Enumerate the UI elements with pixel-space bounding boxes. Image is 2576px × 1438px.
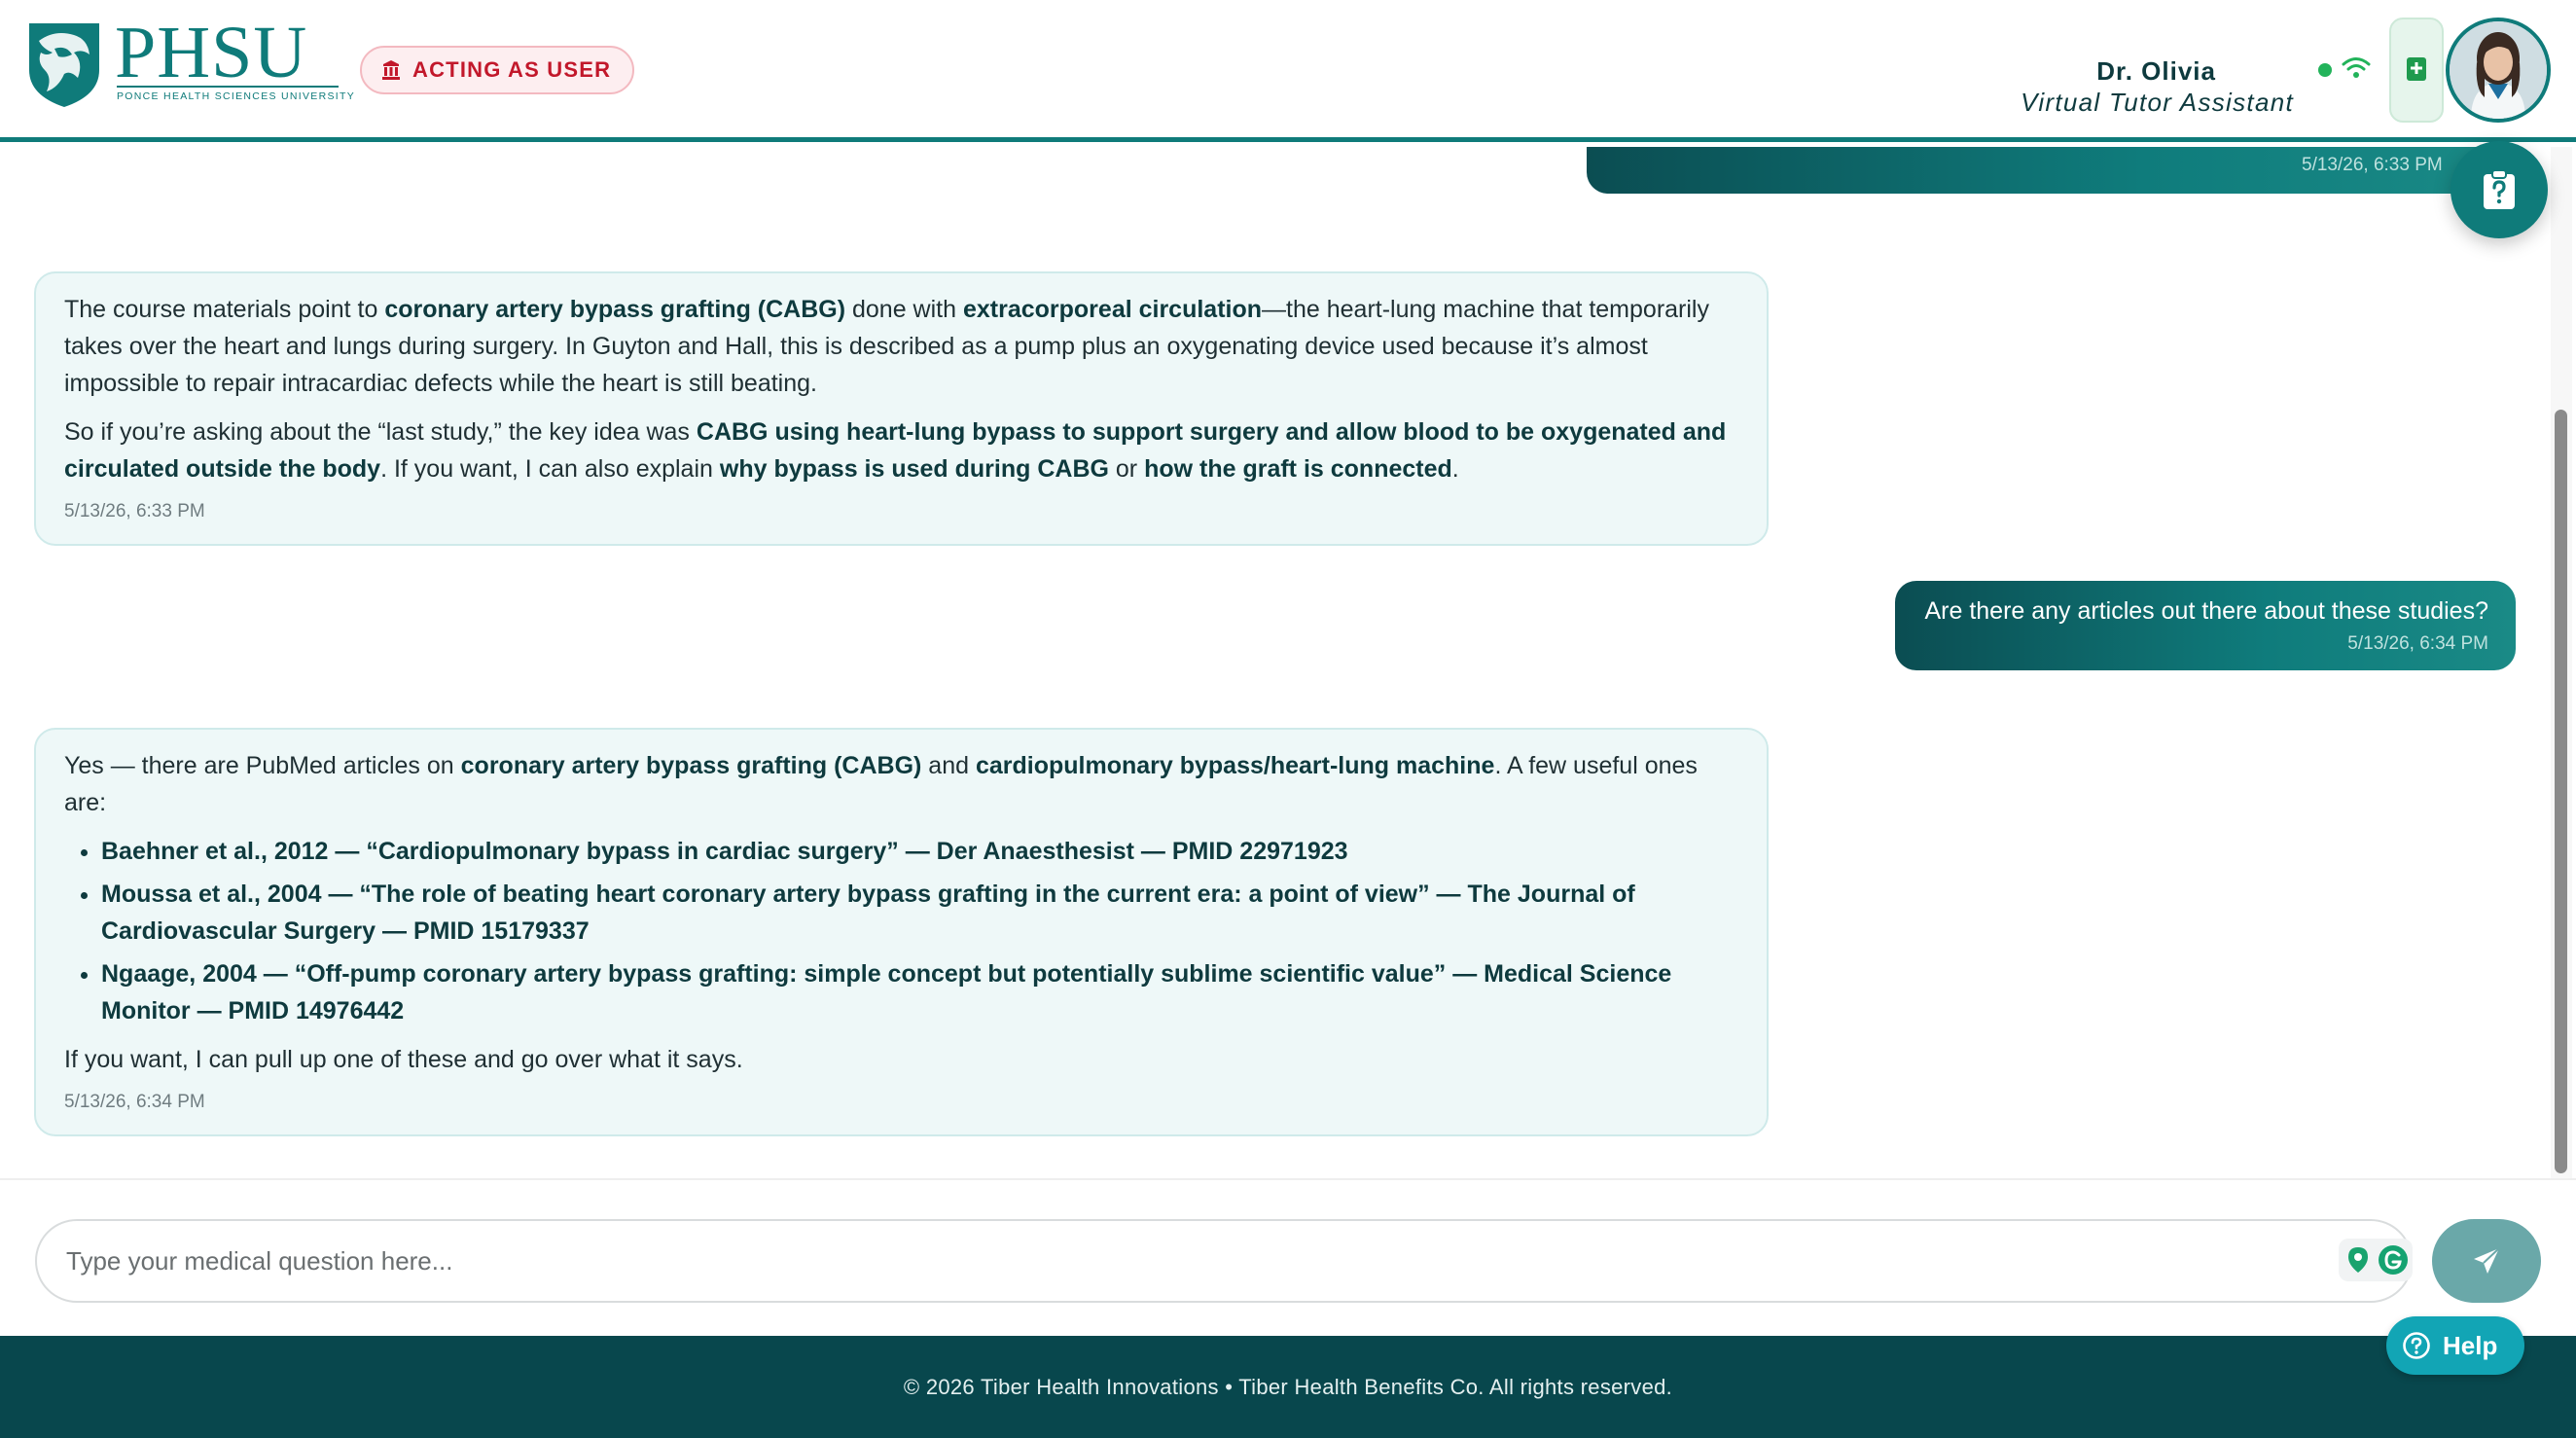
- list-item: • Moussa et al., 2004 — “The role of beating heart coronary artery bypass grafting in the current era: a point of view” — The Journal of Cardiovascular Surgery — PMID 15179337: [101, 876, 1739, 950]
- tutor-portrait: [2450, 21, 2547, 119]
- question-input-wrapper: [35, 1219, 2413, 1303]
- clipboard-question-icon: [2482, 168, 2517, 211]
- question-input[interactable]: [66, 1221, 2284, 1301]
- quiz-fab-button[interactable]: [2451, 141, 2548, 238]
- article-list: [64, 833, 1739, 1029]
- bold-text: cardiopulmonary bypass/heart-lung machine: [975, 752, 1495, 779]
- message-timestamp: 5/13/26, 6:34 PM: [2347, 633, 2488, 654]
- assistant-message: [34, 271, 1769, 546]
- footer-copyright: © 2026 Tiber Health Innovations • Tiber Health Benefits Co. All rights reserved.: [903, 1374, 1673, 1399]
- message-timestamp: 5/13/26, 6:33 PM: [2302, 155, 2443, 175]
- footer: [0, 1336, 2576, 1438]
- building-icon: [381, 59, 401, 81]
- acting-as-user-badge: [360, 46, 634, 94]
- tutor-role: Virtual Tutor Assistant: [2021, 88, 2294, 117]
- wifi-icon: [2341, 54, 2372, 82]
- shield-logo-icon: [25, 19, 103, 109]
- chat-messages: [0, 147, 2549, 1178]
- composer: [0, 1178, 2576, 1360]
- message-timestamp: 5/13/26, 6:33 PM: [64, 501, 205, 521]
- online-status-dot: [2318, 63, 2332, 77]
- notes-tab-button[interactable]: [2389, 18, 2444, 123]
- message-text: Are there any articles out there about these studies?: [1924, 597, 2488, 625]
- book-plus-icon: [2405, 56, 2428, 82]
- bold-text: extracorporeal circulation: [962, 296, 1263, 323]
- avatar[interactable]: [2446, 18, 2551, 123]
- help-button[interactable]: [2386, 1316, 2524, 1375]
- list-item: • Ngaage, 2004 — “Off-pump coronary artery bypass grafting: simple concept but potentially sublime scientific value” — Medical Science Monitor — PMID 14976442: [101, 955, 1739, 1029]
- bold-text: coronary artery bypass grafting (CABG): [460, 752, 922, 779]
- message-paragraph: Yes — there are PubMed articles on coronary artery bypass grafting (CABG) and cardiopulmonary bypass/heart-lung machine. A few useful ones are:: [64, 752, 1698, 816]
- assistant-message: [34, 728, 1769, 1136]
- scrollbar-thumb[interactable]: [2555, 410, 2567, 1173]
- bold-text: why bypass is used during CABG: [719, 455, 1109, 483]
- user-message: [1895, 581, 2516, 670]
- user-message: [1587, 147, 2516, 194]
- send-button[interactable]: [2432, 1219, 2541, 1303]
- message-paragraph: The course materials point to coronary artery bypass grafting (CABG) done with extracorporeal circulation—the heart-lung machine that temporarily takes over the heart and lungs during surgery. In Guyton and Hall, this is described as a pump plus an oxygenating device used because it’s almost impossible to repair intracardiac defects while the heart is still beating.: [64, 296, 1709, 397]
- logo-subtitle: PONCE HEALTH SCIENCES UNIVERSITY: [117, 86, 339, 102]
- list-item: • Baehner et al., 2012 — “Cardiopulmonary bypass in cardiac surgery” — Der Anaesthesist — PMID 22971923: [101, 833, 1739, 870]
- message-timestamp: 5/13/26, 6:34 PM: [64, 1092, 205, 1112]
- extension-icons: [2339, 1239, 2413, 1281]
- location-pin-icon[interactable]: [2344, 1245, 2372, 1275]
- help-label: Help: [2443, 1330, 2498, 1360]
- bold-text: CABG using heart-lung bypass to support surgery and allow blood to be oxygenated and circulated outside the body: [64, 418, 1727, 483]
- grammarly-icon[interactable]: [2378, 1244, 2409, 1276]
- chat-scrollbar[interactable]: [2551, 147, 2572, 1178]
- app-header: [0, 0, 2576, 142]
- bold-text: coronary artery bypass grafting (CABG): [384, 296, 846, 323]
- message-paragraph: If you want, I can pull up one of these and go over what it says.: [64, 1046, 743, 1073]
- message-paragraph: So if you’re asking about the “last study,” the key idea was CABG using heart-lung bypass to support surgery and allow blood to be oxygenated and circulated outside the body. If you want, I can also explain why bypass is used during CABG or how the graft is connected.: [64, 418, 1727, 483]
- acting-badge-label: ACTING AS USER: [412, 57, 612, 82]
- question-circle-icon: [2402, 1331, 2431, 1360]
- send-icon: [2472, 1246, 2501, 1276]
- tutor-name: Dr. Olivia: [2096, 56, 2216, 86]
- phsu-logo[interactable]: [25, 12, 356, 109]
- bold-text: how the graft is connected: [1144, 455, 1452, 483]
- logo-wordmark: PHSU: [115, 12, 308, 93]
